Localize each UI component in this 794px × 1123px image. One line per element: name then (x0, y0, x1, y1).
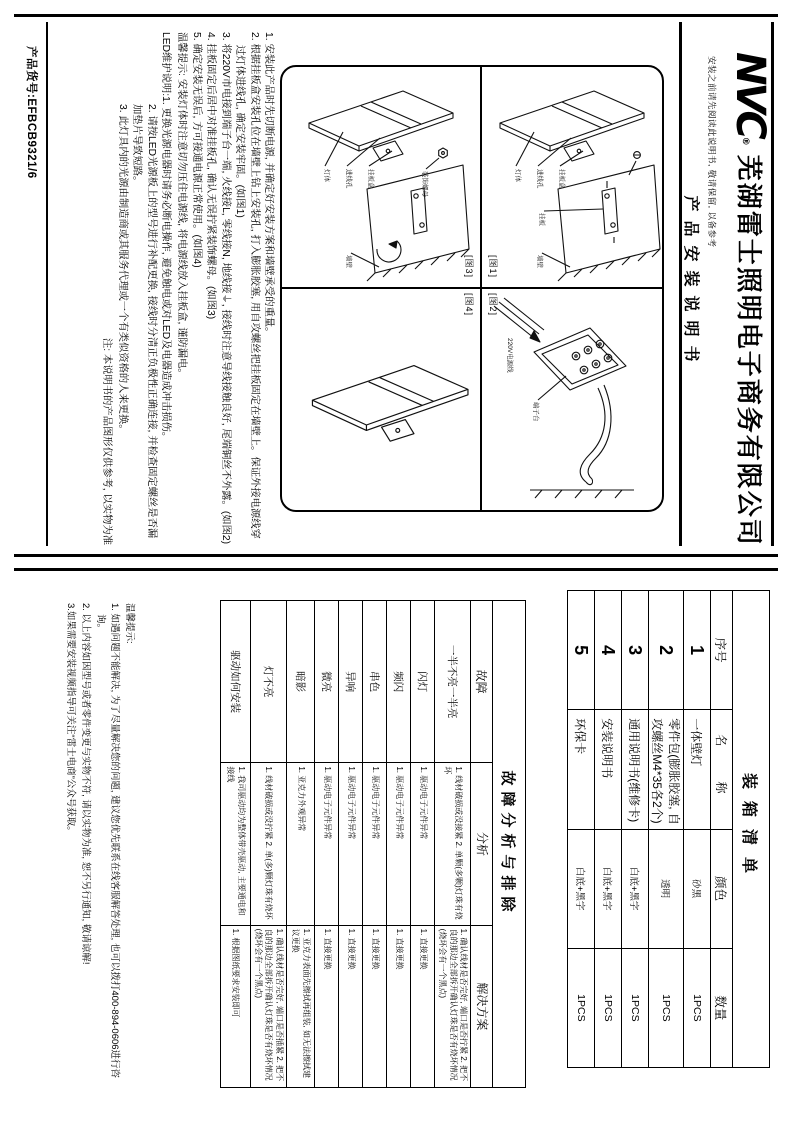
table-row (434, 601, 470, 1088)
read-first-caption: 安装之前请先阅读此说明书, 敬请保留, 以备参考 (707, 56, 717, 248)
cell-analysis: 1. 驱动电子元件异常 (338, 763, 362, 925)
cell-no: 3 (622, 591, 649, 710)
cell-analysis: 1. 线材破损或没拧紧 2. 单(多)颗灯珠有烧坏 (250, 763, 286, 925)
cell-no: 1 (684, 591, 711, 710)
packing-list-table (567, 590, 770, 1068)
cell-analysis: 1. 驱动电子元件异常 (386, 763, 410, 925)
figure-grid (280, 65, 664, 512)
service-notes-title: 温馨提示: (124, 603, 135, 644)
col-header-solution: 解决方案 (471, 925, 493, 1087)
figure-2 (482, 289, 662, 510)
fault-analysis-table (220, 600, 526, 1088)
wall-bracket (602, 188, 618, 234)
wall-plane (367, 165, 469, 273)
cell-fault: 微亮 (314, 601, 338, 763)
figure-1-drawing (482, 71, 662, 283)
col-header-analysis: 分析 (471, 763, 493, 925)
service-note: 1. 如遇问题不能解决, 为了尽量解决您的问题, 建议您优先联系在线客服解答处理, 也可以拨打400-894-0606进行咨询。 (94, 603, 121, 1079)
cell-solution: 1. 直接更换 (338, 925, 362, 1087)
table-row (250, 601, 286, 1088)
led-maintenance-item: 2. 请按LED光源板上的型号进行补配更换, 接线时分清正负极性正确连接, 并检查固定螺丝是否漏加垫片导致短路。 (131, 104, 157, 539)
cell-fault: 驱动如何安装 (220, 601, 250, 763)
instruction-step: 1. 安装此产品时先切断电源, 并确定好安装方案和墙壁承受的重量。 (263, 32, 274, 338)
cell-no: 4 (595, 591, 622, 710)
cell-solution: 1. 确认线材是否完好, 端口是否插紧 2. 把不良的那边全部拆开确认灯珠是否有烧坏情况(烧坏会有一个黑点) (250, 925, 286, 1087)
cell-name: 零件包(膨胀胶塞, 自攻螺丝M4*35各2个) (649, 710, 684, 829)
cell-analysis: 1. 驱动电子元件异常 (410, 763, 434, 925)
table-row (362, 601, 386, 1088)
cell-solution: 1. 直接更换 (314, 925, 338, 1087)
cell-analysis: 1. 亚克力外观异常 (286, 763, 314, 925)
cell-analysis: 1. 驱动电子元件异常 (362, 763, 386, 925)
table-row (314, 601, 338, 1088)
header-rule-bottom (680, 22, 683, 546)
fig1-label: 挂板盒 (558, 169, 565, 189)
cell-name: 环保卡 (568, 710, 595, 829)
lamp-panel (312, 365, 468, 424)
installation-instructions (98, 32, 275, 545)
figure-2-drawing (482, 294, 662, 506)
cell-color: 白底+黑字 (595, 829, 622, 948)
cell-analysis: 1. 线材破损或没接紧 2. 单颗(多颗)灯珠有烧坏 (434, 763, 470, 925)
fault-table-title: 故障分析与排除 (493, 601, 526, 1088)
warm-tip: 温馨提示: 安装灯体时注意切勿压住电源线, 将电源线放入挂板盒, 谨防漏电。 (175, 32, 187, 379)
cell-no: 5 (568, 591, 595, 710)
figure-4-caption: [图4] (464, 293, 474, 317)
troubleshooting-page (0, 565, 794, 1115)
figure-2-caption: [图2] (488, 293, 498, 317)
figure-1 (482, 67, 662, 287)
service-notes (62, 603, 136, 1083)
col-header-name: 名 称 (711, 710, 733, 829)
cell-solution: 1. 根据图纸要求安装即可 (220, 925, 250, 1087)
page-border-line (14, 554, 778, 557)
led-maintenance (158, 32, 172, 545)
lamp-bracket (382, 419, 414, 441)
cell-analysis: 1. 我司驱动均为整体带壳驱动, 主要通电和接线 (220, 763, 250, 925)
packing-header-row (711, 591, 733, 1068)
led-maintenance-item: 3. 此灯具内的光源由制造商或其服务代理或一个有类似资格的人来更换。 (116, 104, 128, 435)
table-row (286, 601, 314, 1088)
cell-no: 2 (649, 591, 684, 710)
cable (580, 388, 605, 482)
cell-fault: 频闪 (386, 601, 410, 763)
col-header-color: 颜色 (711, 829, 733, 948)
cell-solution: 1. 直接更换 (410, 925, 434, 1087)
page-border-line (14, 14, 778, 17)
cell-qty: 1PCS (595, 948, 622, 1067)
led-maintenance-item: 1. 更换光源电器时请务必断电操作, 避免触电或对LED及电器造成冲击损伤。 (160, 96, 172, 443)
table-row (595, 591, 622, 1068)
figure-4-drawing (291, 294, 471, 506)
cell-solution: 1. 确认线材是否完好, 端口是否拧紧 2. 把不良的那边全部拆开确认灯珠是否有烧坏情况(烧坏会有一个黑点) (434, 925, 470, 1087)
cell-name: 通用说明书(维修卡) (622, 710, 649, 829)
fig1-label: 进线孔 (536, 169, 543, 189)
cell-qty: 1PCS (684, 948, 711, 1067)
table-row (386, 601, 410, 1088)
fig1-label: 墙壁 (536, 255, 543, 268)
reference-note: 注: 本说明书的产品图形仅供参考, 以实物为准 (100, 337, 112, 545)
led-maintenance-title: LED维护说明: (160, 32, 172, 97)
cell-name: 一体壁灯 (684, 710, 711, 829)
fig2-label: 220V电源线 (506, 337, 513, 373)
service-note: 2. 以上内容如因型号或者零件变更与实物不符, 请以实物为准, 恕不另行通知, 敬请谅解! (79, 603, 91, 965)
installation-page (0, 8, 794, 558)
fig2-label: 端子台 (532, 401, 539, 421)
fig1-label: 灯体 (514, 169, 521, 182)
cell-qty: 1PCS (649, 948, 684, 1067)
cell-qty: 1PCS (568, 948, 595, 1067)
figure-3-caption: [图3] (464, 255, 474, 279)
cell-fault: 一半不亮一半亮 (434, 601, 470, 763)
cell-color: 白底+黑字 (622, 829, 649, 948)
fig3-label: 灯体 (323, 169, 330, 182)
instruction-step: 5. 确定安装无误后, 方可接通电源正常使用。(如图4) (190, 32, 202, 268)
cell-solution: 1. 亚克力表面先擦拭再组装, 如无法擦拭建议更换 (286, 925, 314, 1087)
cell-fault: 暗影 (286, 601, 314, 763)
cell-fault: 异响 (338, 601, 362, 763)
table-row (684, 591, 711, 1068)
instruction-step: 3. 将220V市电接到端子台一端, 火线接L, 零线接N, 地线接⏚, 接线时注意导线接触良好, 尾端铜丝不外露。(如图2) (219, 32, 231, 545)
fig3-label: 墙壁 (345, 255, 352, 268)
figure-3 (282, 67, 480, 287)
fig3-label: 进线孔 (345, 169, 352, 189)
figure-3-drawing (291, 71, 471, 283)
registered-mark-icon: ® (740, 136, 750, 143)
cell-fault: 灯不亮 (250, 601, 286, 763)
col-header-no: 序号 (711, 591, 733, 710)
nvc-logo: NVC® (727, 52, 773, 143)
cell-color: 透明 (649, 829, 684, 948)
col-header-qty: 数量 (711, 948, 733, 1067)
fault-header-row (471, 601, 493, 1088)
product-code: 产品货号:EFBCB9321/6 (25, 46, 37, 179)
company-name: 芜湖雷士照明电子商务有限公司 (734, 154, 764, 547)
table-row (622, 591, 649, 1068)
table-row (410, 601, 434, 1088)
fig3-label: 装饰螺母 (421, 171, 428, 197)
table-row (220, 601, 250, 1088)
cell-fault: 闪灯 (410, 601, 434, 763)
figure-1-caption: [图1] (488, 255, 498, 279)
service-note: 3.如果需要安装视频指导可关注“雷士电商”公众号获取。 (65, 603, 77, 836)
page-border-line (14, 568, 778, 571)
col-header-fault: 故障 (471, 601, 493, 763)
decor-nut (439, 148, 448, 158)
table-row (338, 601, 362, 1088)
footer-rule (46, 22, 48, 546)
fig1-label: 挂板 (538, 213, 545, 226)
power-wires (494, 298, 544, 338)
cell-color: 白底+黑字 (568, 829, 595, 948)
cell-qty: 1PCS (622, 948, 649, 1067)
cell-analysis: 1. 驱动电子元件异常 (314, 763, 338, 925)
table-row (568, 591, 595, 1068)
cell-fault: 串色 (362, 601, 386, 763)
doc-title: 产品安装说明书 (682, 195, 699, 371)
brand-header (727, 52, 773, 547)
cell-color: 砂黑 (684, 829, 711, 948)
table-row (649, 591, 684, 1068)
instruction-step: 4. 挂板固定后居中对准挂板孔, 确认无误拧紧装饰螺母。(如图3) (205, 32, 217, 320)
wall-plane (558, 165, 660, 273)
packing-list-title: 装箱清单 (733, 591, 770, 1068)
cell-solution: 1. 直接更换 (386, 925, 410, 1087)
figure-4 (282, 289, 480, 510)
fig3-label: 挂板盒 (367, 169, 374, 189)
cell-solution: 1. 直接更换 (362, 925, 386, 1087)
cell-name: 安装说明书 (595, 710, 622, 829)
instruction-step: 2. 根据挂板盒安装孔位在墙壁上钻上安装孔, 打入膨胀胶塞, 用自攻螺丝把挂板固定在墙壁上。保证外接电源线穿过灯体进线孔, 确定安装牢固。(如图1) (234, 32, 260, 539)
